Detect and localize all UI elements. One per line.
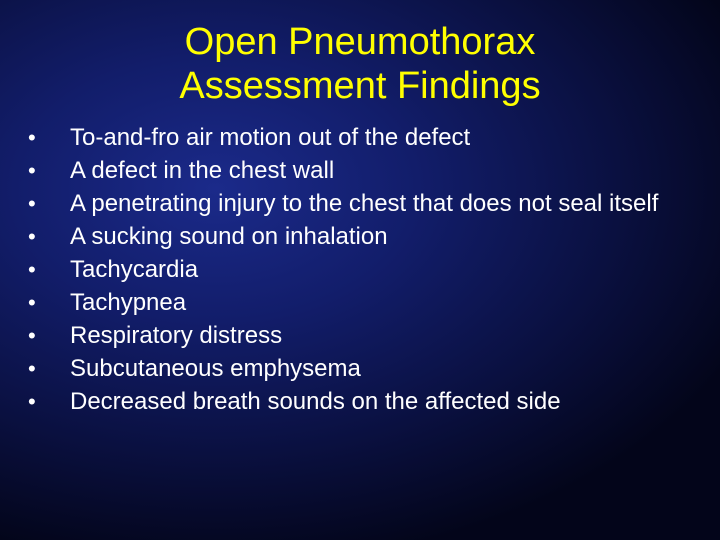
bullet-list — [28, 126, 698, 423]
bullet-text: Tachypnea — [70, 289, 187, 316]
bullet-icon: • — [28, 191, 36, 216]
slide-title-line-2: Assessment Findings — [179, 65, 541, 107]
bullet-icon: • — [28, 224, 36, 249]
bullet-icon: • — [28, 323, 36, 348]
bullet-icon: • — [28, 158, 36, 183]
bullet-icon: • — [28, 290, 36, 315]
bullet-text: Tachycardia — [70, 256, 199, 283]
bullet-text: A sucking sound on inhalation — [70, 223, 388, 250]
bullet-item — [28, 225, 698, 248]
bullet-text: Respiratory distress — [70, 322, 283, 349]
bullet-text: A defect in the chest wall — [70, 157, 335, 184]
bullet-item — [28, 390, 698, 413]
bullet-text: Decreased breath sounds on the affected side — [70, 388, 561, 415]
bullet-text: To-and-fro air motion out of the defect — [70, 124, 471, 151]
bullet-text: A penetrating injury to the chest that does not seal itself — [70, 190, 659, 217]
bullet-item — [28, 159, 698, 182]
bullet-item — [28, 357, 698, 380]
bullet-item — [28, 126, 698, 149]
bullet-icon: • — [28, 356, 36, 381]
bullet-icon: • — [28, 125, 36, 150]
slide-title-line-1: Open Pneumothorax — [184, 21, 536, 63]
slide-title — [0, 20, 720, 108]
bullet-item — [28, 258, 698, 281]
bullet-icon: • — [28, 257, 36, 282]
bullet-item — [28, 291, 698, 314]
bullet-item — [28, 192, 698, 215]
bullet-item — [28, 324, 698, 347]
bullet-text: Subcutaneous emphysema — [70, 355, 361, 382]
bullet-icon: • — [28, 389, 36, 414]
